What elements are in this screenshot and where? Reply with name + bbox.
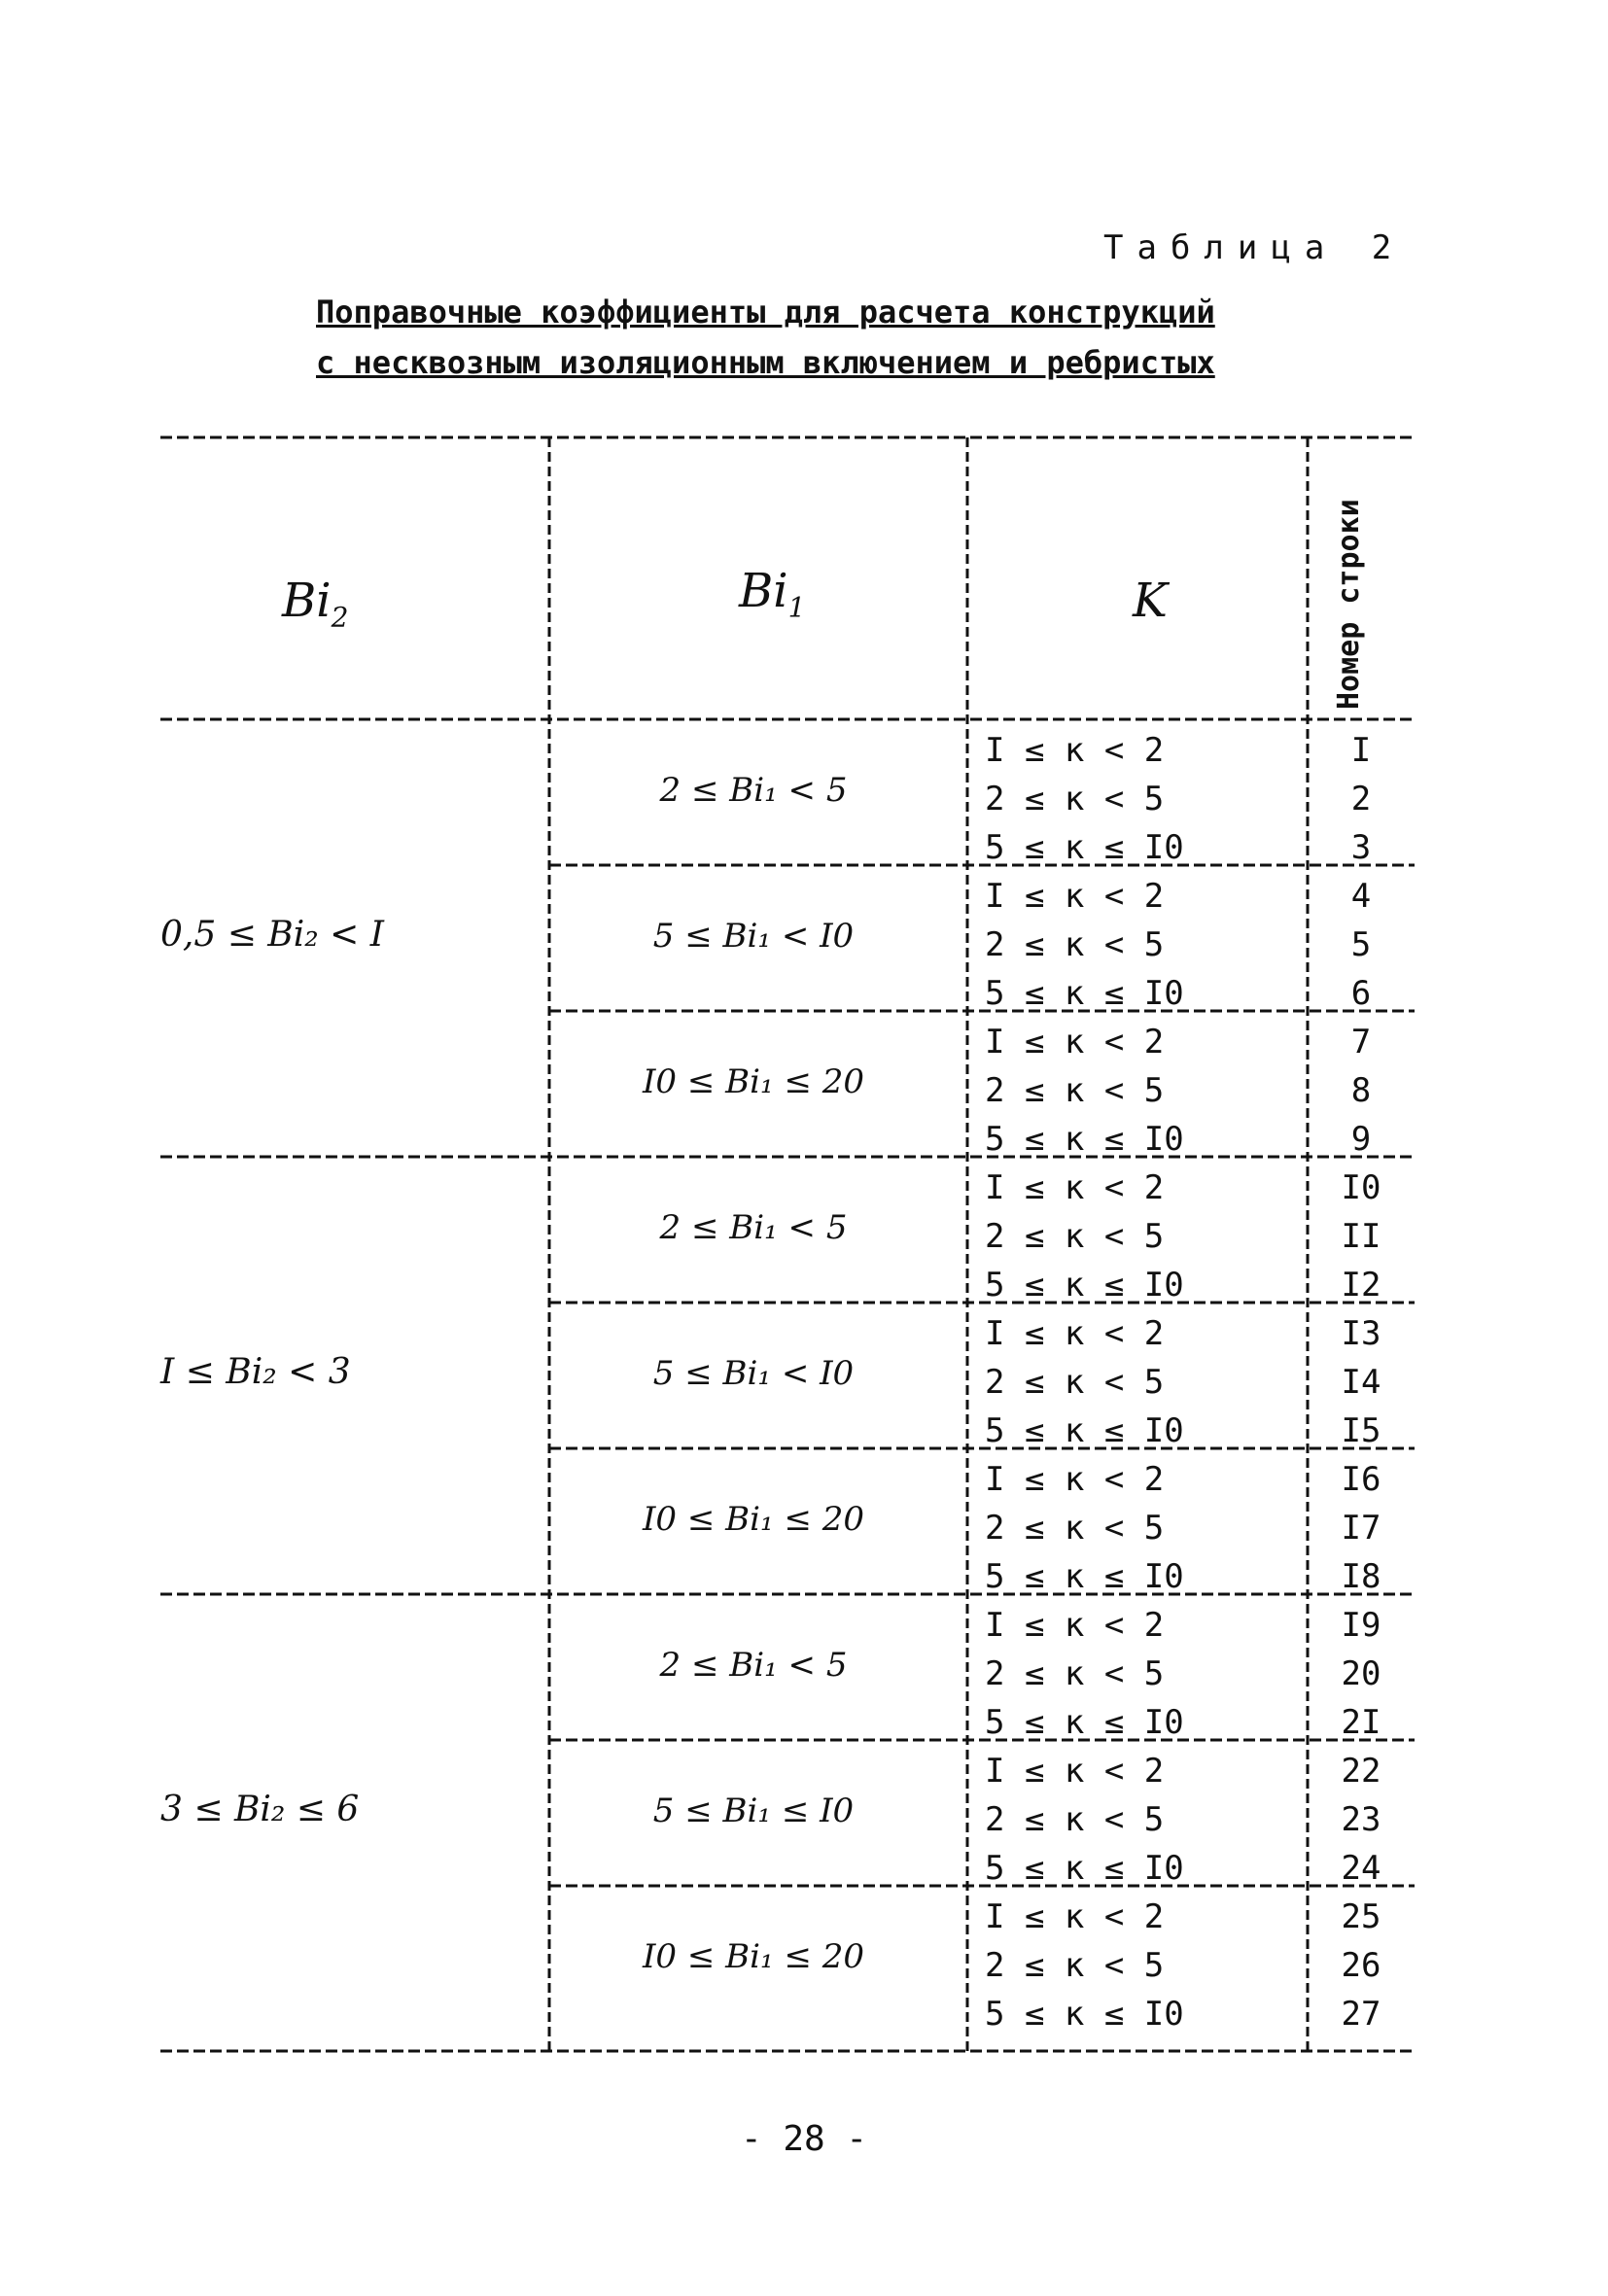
k-condition: I ≤ к < 2 <box>985 1168 1165 1207</box>
bi1-range-0-2: I0 ≤ Bi₁ ≤ 20 <box>642 1062 865 1101</box>
k-condition: 5 ≤ к ≤ I0 <box>985 974 1184 1013</box>
row-number: I4 <box>1341 1363 1381 1402</box>
row-number: I8 <box>1341 1557 1381 1596</box>
k-condition: 2 ≤ к < 5 <box>985 1363 1165 1402</box>
k-condition: 5 ≤ к ≤ I0 <box>985 1849 1184 1888</box>
k-condition: 2 ≤ к < 5 <box>985 925 1165 964</box>
row-number: 27 <box>1341 1995 1381 2034</box>
row-number: 23 <box>1341 1800 1381 1839</box>
page-number: - 28 - <box>740 2119 868 2159</box>
row-number: I2 <box>1341 1266 1381 1305</box>
bi1-range-0-0: 2 ≤ Bi₁ < 5 <box>659 771 848 810</box>
row-number: I9 <box>1341 1606 1381 1645</box>
header-bi2: $Bi_2$ <box>282 574 349 634</box>
row-number: I5 <box>1341 1411 1381 1450</box>
row-number: 2 <box>1350 780 1372 818</box>
row-number: 5 <box>1350 925 1372 964</box>
k-condition: 2 ≤ к < 5 <box>985 1800 1165 1839</box>
k-condition: 5 ≤ к ≤ I0 <box>985 1557 1184 1596</box>
row-number: I7 <box>1341 1509 1381 1548</box>
k-condition: I ≤ к < 2 <box>985 1752 1165 1791</box>
k-condition: I ≤ к < 2 <box>985 1606 1165 1645</box>
k-condition: 5 ≤ к ≤ I0 <box>985 1703 1184 1742</box>
row-number: 24 <box>1341 1849 1381 1888</box>
row-number: 4 <box>1350 877 1372 916</box>
k-condition: 2 ≤ к < 5 <box>985 1946 1165 1985</box>
bi1-range-1-2: I0 ≤ Bi₁ ≤ 20 <box>642 1500 865 1539</box>
row-number: 26 <box>1341 1946 1381 1985</box>
header-row-number: Номер строки <box>1332 499 1366 710</box>
row-number: 22 <box>1341 1752 1381 1791</box>
k-condition: 5 ≤ к ≤ I0 <box>985 1120 1184 1159</box>
k-condition: 5 ≤ к ≤ I0 <box>985 828 1184 867</box>
k-condition: 2 ≤ к < 5 <box>985 1217 1165 1256</box>
k-condition: I ≤ к < 2 <box>985 1023 1165 1061</box>
k-condition: 2 ≤ к < 5 <box>985 1509 1165 1548</box>
row-number: 2I <box>1341 1703 1381 1742</box>
k-condition: 2 ≤ к < 5 <box>985 780 1165 818</box>
bi1-range-1-0: 2 ≤ Bi₁ < 5 <box>659 1208 848 1247</box>
table-label: Таблица 2 <box>1103 228 1406 267</box>
k-condition: I ≤ к < 2 <box>985 1897 1165 1936</box>
row-number: 7 <box>1350 1023 1372 1061</box>
row-number: 8 <box>1350 1071 1372 1110</box>
bi2-range-1: I ≤ Bi₂ < 3 <box>160 1352 351 1392</box>
header-bi1: $Bi_1$ <box>739 564 806 624</box>
k-condition: 2 ≤ к < 5 <box>985 1654 1165 1693</box>
row-number: I6 <box>1341 1460 1381 1499</box>
header-k: K <box>1133 574 1168 628</box>
bi2-range-0: 0,5 ≤ Bi₂ < I <box>160 915 384 955</box>
k-condition: 2 ≤ к < 5 <box>985 1071 1165 1110</box>
row-number: I3 <box>1341 1314 1381 1353</box>
bi1-range-2-1: 5 ≤ Bi₁ ≤ I0 <box>652 1792 855 1830</box>
bi1-range-2-0: 2 ≤ Bi₁ < 5 <box>659 1646 848 1685</box>
bi2-range-2: 3 ≤ Bi₂ ≤ 6 <box>160 1790 360 1829</box>
k-condition: I ≤ к < 2 <box>985 731 1165 770</box>
row-number: 9 <box>1350 1120 1372 1159</box>
row-number: I0 <box>1341 1168 1381 1207</box>
row-number: II <box>1341 1217 1381 1256</box>
k-condition: 5 ≤ к ≤ I0 <box>985 1411 1184 1450</box>
k-condition: I ≤ к < 2 <box>985 877 1165 916</box>
table-title-line-1: Поправочные коэффициенты для расчета конструкций <box>316 294 1215 330</box>
table-title-line-2: с несквозным изоляционным включением и ребристых <box>316 344 1215 381</box>
bi1-range-2-2: I0 ≤ Bi₁ ≤ 20 <box>642 1937 865 1976</box>
row-number: 3 <box>1350 828 1372 867</box>
row-number: 20 <box>1341 1654 1381 1693</box>
k-condition: 5 ≤ к ≤ I0 <box>985 1995 1184 2034</box>
bi1-range-0-1: 5 ≤ Bi₁ < I0 <box>652 917 855 956</box>
k-condition: I ≤ к < 2 <box>985 1314 1165 1353</box>
k-condition: 5 ≤ к ≤ I0 <box>985 1266 1184 1305</box>
row-number: 6 <box>1350 974 1372 1013</box>
k-condition: I ≤ к < 2 <box>985 1460 1165 1499</box>
row-number: I <box>1350 731 1372 770</box>
bi1-range-1-1: 5 ≤ Bi₁ < I0 <box>652 1354 855 1393</box>
row-number: 25 <box>1341 1897 1381 1936</box>
